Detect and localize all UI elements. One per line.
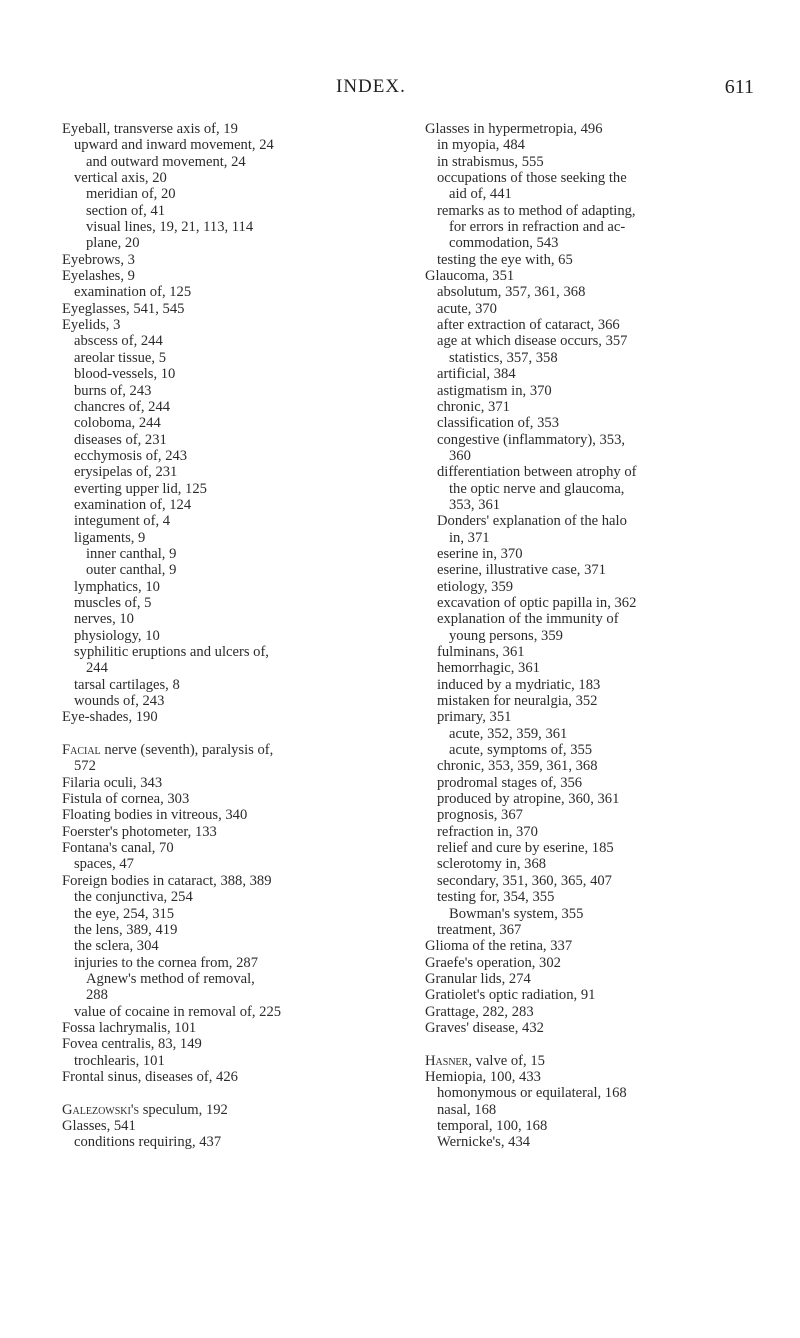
index-column-left (62, 121, 407, 1151)
index-subentry: for errors in refraction and ac- (449, 219, 626, 236)
index-subentry: Wernicke's, 434 (437, 1134, 531, 1151)
index-subentry: areolar tissue, 5 (74, 349, 166, 366)
index-subentry: congestive (inflammatory), 353, (437, 431, 626, 448)
index-subentry: outer canthal, 9 (86, 562, 177, 579)
index-entry: Eye-shades, 190 (62, 709, 158, 726)
index-entry: Eyeglasses, 541, 545 (62, 300, 185, 317)
index-entry: Gratiolet's optic radiation, 91 (425, 987, 596, 1004)
index-subentry: absolutum, 357, 361, 368 (437, 284, 586, 301)
index-subentry: testing for, 354, 355 (437, 889, 555, 906)
index-entry: Glioma of the retina, 337 (425, 938, 573, 955)
index-subentry: inner canthal, 9 (86, 545, 177, 562)
index-subentry: Bowman's system, 355 (449, 905, 584, 922)
index-subentry: differentiation between atrophy of (437, 464, 637, 481)
index-subentry: tarsal cartilages, 8 (74, 676, 180, 693)
index-subentry: mistaken for neuralgia, 352 (437, 693, 598, 710)
index-entry: Floating bodies in vitreous, 340 (62, 807, 248, 824)
index-subentry: in myopia, 484 (437, 137, 525, 154)
index-subentry: classification of, 353 (437, 415, 559, 432)
index-subentry: spaces, 47 (74, 856, 134, 873)
index-subentry: value of cocaine in removal of, 225 (74, 1003, 282, 1020)
entry-spacer (425, 1036, 770, 1052)
index-subentry: commodation, 543 (449, 235, 559, 252)
index-entry: Graefe's operation, 302 (425, 954, 561, 971)
index-subentry: prognosis, 367 (437, 807, 523, 824)
index-subentry: excavation of optic papilla in, 362 (437, 594, 637, 611)
index-subentry: young persons, 359 (449, 627, 563, 644)
index-subentry: vertical axis, 20 (74, 170, 167, 187)
index-subentry: the eye, 254, 315 (74, 905, 175, 922)
index-subentry: nerves, 10 (74, 611, 134, 628)
index-subentry: etiology, 359 (437, 578, 514, 595)
index-entry: Eyelashes, 9 (62, 268, 135, 285)
index-subentry: trochlearis, 101 (74, 1052, 165, 1069)
index-subentry: chancres of, 244 (74, 398, 171, 415)
index-subentry: induced by a mydriatic, 183 (437, 676, 601, 693)
index-entry: Graves' disease, 432 (425, 1019, 544, 1036)
index-entry: Glasses in hypermetropia, 496 (425, 121, 603, 137)
index-entry: Fossa lachrymalis, 101 (62, 1019, 197, 1036)
page-number: 611 (724, 76, 754, 98)
index-subentry: syphilitic eruptions and ulcers of, (74, 644, 269, 660)
index-subentry: examination of, 125 (74, 284, 192, 301)
index-subentry: abscess of, 244 (74, 333, 163, 350)
index-subentry: visual lines, 19, 21, 113, 114 (86, 219, 254, 236)
index-subentry: blood-vessels, 10 (74, 366, 176, 383)
index-subentry: 288 (86, 987, 108, 1004)
index-subentry: produced by atropine, 360, 361 (437, 791, 620, 808)
index-subentry: meridian of, 20 (86, 186, 176, 203)
index-subentry: homonymous or equilateral, 168 (437, 1085, 627, 1102)
index-subentry: 572 (74, 758, 96, 775)
index-subentry: remarks as to method of adapting, (437, 202, 636, 219)
index-subentry: Donders' explanation of the halo (437, 513, 627, 530)
index-subentry: eserine in, 370 (437, 545, 523, 562)
index-subentry: refraction in, 370 (437, 823, 538, 840)
index-subentry: 353, 361 (449, 496, 501, 513)
index-subentry: nasal, 168 (437, 1101, 497, 1118)
index-subentry: relief and cure by eserine, 185 (437, 840, 614, 857)
index-entry: Foerster's photometer, 133 (62, 823, 217, 840)
entry-spacer (62, 726, 407, 742)
index-subentry: explanation of the immunity of (437, 611, 619, 628)
index-subentry: and outward movement, 24 (86, 153, 246, 170)
index-entry: Granular lids, 274 (425, 970, 531, 987)
index-subentry: plane, 20 (86, 235, 140, 252)
index-subentry: age at which disease occurs, 357 (437, 333, 628, 350)
index-subentry: upward and inward movement, 24 (74, 137, 274, 154)
index-subentry: prodromal stages of, 356 (437, 774, 583, 791)
index-subentry: everting upper lid, 125 (74, 480, 207, 497)
entry-spacer (62, 1085, 407, 1101)
index-subentry: ligaments, 9 (74, 529, 146, 546)
index-subentry: conditions requiring, 437 (74, 1134, 222, 1151)
index-subentry: 360 (449, 447, 471, 464)
index-subentry: ecchymosis of, 243 (74, 447, 188, 464)
index-entry: Eyelids, 3 (62, 317, 121, 334)
index-subentry: in, 371 (449, 529, 490, 546)
index-subentry: artificial, 384 (437, 366, 516, 383)
index-subentry: occupations of those seeking the (437, 170, 627, 187)
index-subentry: chronic, 353, 359, 361, 368 (437, 758, 598, 775)
index-subentry: chronic, 371 (437, 398, 510, 415)
index-subentry: the conjunctiva, 254 (74, 889, 193, 906)
index-subentry: the optic nerve and glaucoma, (449, 480, 625, 497)
index-subentry: section of, 41 (86, 202, 166, 219)
index-entry: Foreign bodies in cataract, 388, 389 (62, 872, 272, 889)
index-subentry: the sclera, 304 (74, 938, 159, 955)
index-entry: Eyeball, transverse axis of, 19 (62, 121, 238, 137)
index-subentry: injuries to the cornea from, 287 (74, 954, 258, 971)
index-subentry: in strabismus, 555 (437, 153, 544, 170)
index-subentry: after extraction of cataract, 366 (437, 317, 620, 334)
page-title: INDEX. (336, 76, 406, 97)
index-subentry: treatment, 367 (437, 921, 522, 938)
index-entry: Facial nerve (seventh), paralysis of, (62, 742, 274, 759)
index-entry: Fovea centralis, 83, 149 (62, 1036, 202, 1053)
index-entry: Hemiopia, 100, 433 (425, 1068, 541, 1085)
index-subentry: acute, 352, 359, 361 (449, 725, 568, 742)
index-subentry: coloboma, 244 (74, 415, 161, 432)
page-header (0, 76, 800, 100)
index-subentry: physiology, 10 (74, 627, 160, 644)
index-subentry: acute, symptoms of, 355 (449, 742, 593, 759)
index-subentry: 244 (86, 660, 108, 677)
index-subentry: secondary, 351, 360, 365, 407 (437, 872, 612, 889)
index-entry: Fontana's canal, 70 (62, 840, 174, 857)
index-subentry: fulminans, 361 (437, 644, 525, 660)
index-subentry: wounds of, 243 (74, 693, 165, 710)
index-subentry: erysipelas of, 231 (74, 464, 178, 481)
index-entry: Hasner, valve of, 15 (425, 1052, 545, 1069)
index-subentry: hemorrhagic, 361 (437, 660, 540, 677)
index-entry: Frontal sinus, diseases of, 426 (62, 1068, 238, 1085)
index-subentry: eserine, illustrative case, 371 (437, 562, 606, 579)
index-subentry: the lens, 389, 419 (74, 921, 178, 938)
index-subentry: burns of, 243 (74, 382, 152, 399)
index-subentry: lymphatics, 10 (74, 578, 160, 595)
index-subentry: astigmatism in, 370 (437, 382, 552, 399)
index-entry: Glaucoma, 351 (425, 268, 515, 285)
index-subentry: integument of, 4 (74, 513, 171, 530)
index-subentry: primary, 351 (437, 709, 512, 726)
index-subentry: sclerotomy in, 368 (437, 856, 547, 873)
index-entry: Filaria oculi, 343 (62, 774, 163, 791)
index-entry: Eyebrows, 3 (62, 251, 135, 268)
index-subentry: Agnew's method of removal, (86, 970, 255, 987)
index-subentry: statistics, 357, 358 (449, 349, 558, 366)
index-subentry: temporal, 100, 168 (437, 1117, 548, 1134)
index-entry: Glasses, 541 (62, 1117, 136, 1134)
index-subentry: muscles of, 5 (74, 594, 152, 611)
index-subentry: diseases of, 231 (74, 431, 167, 448)
index-subentry: acute, 370 (437, 300, 497, 317)
index-subentry: examination of, 124 (74, 496, 192, 513)
index-column-right (425, 121, 770, 1151)
index-entry: Galezowski's speculum, 192 (62, 1101, 228, 1118)
index-entry: Fistula of cornea, 303 (62, 791, 190, 808)
index-subentry: testing the eye with, 65 (437, 251, 573, 268)
index-subentry: aid of, 441 (449, 186, 512, 203)
index-entry: Grattage, 282, 283 (425, 1003, 534, 1020)
